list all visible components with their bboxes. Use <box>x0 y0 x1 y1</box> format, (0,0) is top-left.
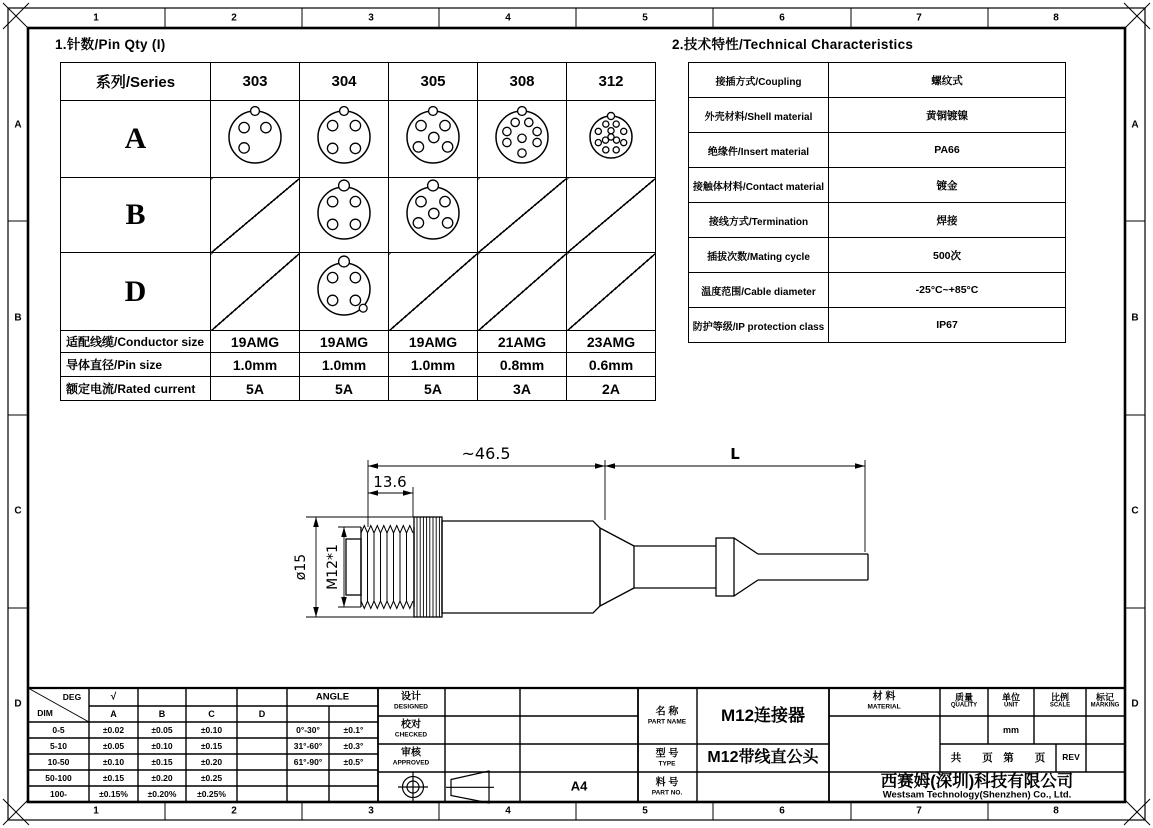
spec-value: 5A <box>300 377 389 401</box>
tolerance-value: 5-10 <box>49 741 68 751</box>
type-en: TYPE <box>658 760 676 768</box>
connector-face-cell <box>389 178 478 253</box>
tech-value: 焊接 <box>829 203 1066 238</box>
zone-letter: B <box>14 312 22 324</box>
tolerance-value: 100- <box>49 789 68 799</box>
tech-value: 螺纹式 <box>829 63 1066 98</box>
zone-letter: D <box>1131 698 1139 710</box>
part-no-label <box>652 778 683 797</box>
spec-value: 3A <box>478 377 567 401</box>
tolerance-value: ±0.5° <box>343 757 364 767</box>
spec-value: 19AMG <box>389 331 478 353</box>
deg-label: DEG <box>62 692 82 702</box>
spec-label: 适配线缆/Conductor size <box>61 331 211 353</box>
tolerance-value: ±0.25 <box>200 773 223 783</box>
section2-title: 2.技术特性/Technical Characteristics <box>672 37 914 52</box>
tech-value: 500次 <box>829 238 1066 273</box>
tolerance-value: 0-5 <box>52 725 65 735</box>
quality-en: QUALITY <box>950 702 978 709</box>
tolerance-col-header: D <box>258 709 266 719</box>
tolerance-value: ±0.20 <box>200 757 223 767</box>
scale-label <box>1050 692 1070 709</box>
spec-value: 0.8mm <box>478 353 567 377</box>
series-label: D <box>61 253 211 331</box>
tolerance-value: ±0.10 <box>200 725 223 735</box>
tolerance-col-header: B <box>158 709 166 719</box>
section1-title: 1.针数/Pin Qty (I) <box>55 37 166 52</box>
tech-row <box>689 168 1066 203</box>
pin-table-header-cell: 303 <box>211 63 300 101</box>
zone-letter: D <box>14 698 22 710</box>
tolerance-value: ±0.10 <box>102 757 125 767</box>
quality-label <box>951 692 977 709</box>
dim-overall-label: ~46.5 <box>461 444 511 463</box>
material-zh: 材 料 <box>872 691 896 703</box>
tolerance-value: ±0.15% <box>99 789 128 799</box>
part-no-en: PART NO. <box>651 789 683 797</box>
approved-en: APPROVED <box>392 759 430 767</box>
connector-face <box>399 179 467 247</box>
surface-check-mark: √ <box>110 691 117 703</box>
spec-row <box>61 353 656 377</box>
connector-face <box>488 103 556 171</box>
tolerance-value: ±0.20 <box>151 773 173 783</box>
checked-label <box>395 720 427 739</box>
spec-value: 23AMG <box>567 331 656 353</box>
designed-label <box>394 692 428 711</box>
not-available-cell <box>211 253 300 331</box>
type-value: M12带线直公头 <box>707 748 819 766</box>
not-available-cell <box>389 253 478 331</box>
company-name-zh: 西赛姆(深圳)科技有限公司 <box>880 772 1074 791</box>
marking-label <box>1091 692 1120 709</box>
unit-label <box>1002 692 1020 709</box>
approved-zh: 审核 <box>400 747 421 759</box>
dim-thread-label: M12*1 <box>325 544 341 590</box>
zone-number: 1 <box>93 12 99 24</box>
connector-face-cell <box>300 101 389 178</box>
tech-row <box>689 308 1066 343</box>
connector-face-cell <box>478 101 567 178</box>
connector-face-cell <box>567 101 656 178</box>
pin-table-header-cell: 304 <box>300 63 389 101</box>
series-row <box>61 101 656 178</box>
series-row <box>61 178 656 253</box>
connector-face-cell <box>389 101 478 178</box>
connector-face <box>221 103 289 171</box>
unit-zh: 单位 <box>1001 692 1021 703</box>
material-en: MATERIAL <box>867 703 901 711</box>
series-row <box>61 253 656 331</box>
zone-letter: A <box>14 119 22 131</box>
angle-header: ANGLE <box>315 691 350 703</box>
zone-number: 5 <box>642 805 648 817</box>
designed-zh: 设计 <box>400 691 421 703</box>
unit-en: UNIT <box>1003 702 1018 709</box>
scale-en: SCALE <box>1049 702 1071 709</box>
zone-number: 4 <box>505 12 511 24</box>
tech-value: 黄铜镀镍 <box>829 98 1066 133</box>
connector-face-cell <box>300 253 389 331</box>
quality-zh: 质量 <box>954 692 973 703</box>
pin-table-header-cell: 305 <box>389 63 478 101</box>
zone-number: 6 <box>779 12 785 24</box>
connector-side-view <box>293 444 868 617</box>
tolerance-value: 61°-90° <box>293 757 323 767</box>
tolerance-value: ±0.15 <box>151 757 173 767</box>
tolerance-value: ±0.02 <box>102 725 125 735</box>
series-label: A <box>61 101 211 178</box>
pin-table-header-row <box>61 63 656 101</box>
dim-diameter-label: ø15 <box>293 553 309 581</box>
pin-table-header-cell: 系列/Series <box>61 63 211 101</box>
tech-label: 接触体材料/Contact material <box>689 168 829 203</box>
tech-row <box>689 238 1066 273</box>
spec-value: 19AMG <box>211 331 300 353</box>
zone-number: 7 <box>916 805 922 817</box>
checked-zh: 校对 <box>401 719 421 731</box>
spec-row <box>61 377 656 401</box>
not-available-cell <box>478 178 567 253</box>
tolerance-value: ±0.15 <box>102 773 125 783</box>
tech-row <box>689 273 1066 308</box>
tolerance-col-header: C <box>208 709 215 719</box>
tolerance-value: ±0.15 <box>200 741 223 751</box>
connector-face-cell <box>300 178 389 253</box>
not-available-cell <box>211 178 300 253</box>
company-name-en: Westsam Technology(Shenzhen) Co., Ltd. <box>882 789 1072 801</box>
marking-zh: 标记 <box>1095 692 1115 703</box>
series-label: B <box>61 178 211 253</box>
checked-en: CHECKED <box>394 731 428 739</box>
type-label <box>656 749 679 768</box>
zone-number: 1 <box>93 805 99 817</box>
tolerance-value: ±0.1° <box>343 725 364 735</box>
tech-label: 外壳材料/Shell material <box>689 98 829 133</box>
dim-front-label: 13.6 <box>373 473 407 491</box>
zone-number: 3 <box>368 12 374 24</box>
pin-table-header-cell: 308 <box>478 63 567 101</box>
tech-row <box>689 63 1066 98</box>
part-name-en: PART NAME <box>647 718 687 726</box>
zone-number: 2 <box>231 12 237 24</box>
zone-letter: C <box>1131 505 1139 517</box>
tolerance-value: ±0.25% <box>197 789 226 799</box>
spec-label: 额定电流/Rated current <box>61 377 211 401</box>
tolerance-value: 50-100 <box>45 773 72 783</box>
scale-zh: 比例 <box>1050 692 1069 703</box>
tolerance-value: ±0.20% <box>147 789 177 799</box>
tolerance-value: ±0.05 <box>151 725 173 735</box>
connector-face <box>310 103 378 171</box>
tech-label: 绝缘件/Insert material <box>689 133 829 168</box>
connector-face <box>399 103 467 171</box>
zone-number: 8 <box>1053 12 1059 24</box>
part-name-zh: 名 称 <box>655 706 679 718</box>
tech-value: 镀金 <box>829 168 1066 203</box>
tech-label: 温度范围/Cable diameter <box>689 273 829 308</box>
spec-value: 19AMG <box>300 331 389 353</box>
tolerance-value: 31°-60° <box>293 741 323 751</box>
tolerance-value: 0°-30° <box>296 725 320 735</box>
tech-value: -25°C~+85°C <box>829 273 1066 308</box>
tech-row <box>689 133 1066 168</box>
technical-characteristics-table <box>688 62 1066 343</box>
rev-label: REV <box>1062 752 1080 763</box>
tech-label: 防护等级/IP protection class <box>689 308 829 343</box>
tolerance-value: ±0.05 <box>102 741 125 751</box>
spec-value: 5A <box>389 377 478 401</box>
tolerance-col-header: A <box>110 709 117 719</box>
part-name-label <box>648 707 686 726</box>
tolerance-value: ±0.3° <box>343 741 364 751</box>
zone-number: 7 <box>916 12 922 24</box>
zone-letter: C <box>14 505 22 517</box>
spec-value: 21AMG <box>478 331 567 353</box>
projection-symbol <box>398 771 494 803</box>
zone-number: 2 <box>231 805 237 817</box>
tolerance-value: 10-50 <box>47 757 70 767</box>
tech-label: 插拔次数/Mating cycle <box>689 238 829 273</box>
connector-face <box>310 255 378 323</box>
spec-value: 1.0mm <box>211 353 300 377</box>
zone-number: 6 <box>779 805 785 817</box>
spec-label: 导体直径/Pin size <box>61 353 211 377</box>
pages-label: 共 页 第 页 <box>950 751 1046 764</box>
spec-value: 5A <box>211 377 300 401</box>
type-zh: 型 号 <box>655 748 679 760</box>
not-available-cell <box>478 253 567 331</box>
dim-cable-label: L <box>730 445 740 463</box>
pin-table-header-cell: 312 <box>567 63 656 101</box>
tech-value: PA66 <box>829 133 1066 168</box>
spec-row <box>61 331 656 353</box>
zone-number: 4 <box>505 805 511 817</box>
connector-face-cell <box>211 101 300 178</box>
zone-number: 5 <box>642 12 648 24</box>
zone-letter: B <box>1131 312 1139 324</box>
zone-number: 3 <box>368 805 374 817</box>
dim-label: DIM <box>37 708 53 718</box>
part-no-zh: 料 号 <box>655 777 679 789</box>
tech-row <box>689 203 1066 238</box>
unit-value: mm <box>1002 724 1020 735</box>
tech-row <box>689 98 1066 133</box>
paper-size: A4 <box>570 778 588 794</box>
approved-label <box>393 748 429 767</box>
spec-value: 1.0mm <box>389 353 478 377</box>
tech-label: 接插方式/Coupling <box>689 63 829 98</box>
material-label <box>867 692 900 711</box>
part-name-value: M12连接器 <box>720 706 806 726</box>
pin-qty-table <box>60 62 656 401</box>
zone-number: 8 <box>1053 805 1059 817</box>
designed-en: DESIGNED <box>394 703 428 711</box>
connector-face <box>577 103 645 171</box>
tech-label: 接线方式/Termination <box>689 203 829 238</box>
spec-value: 1.0mm <box>300 353 389 377</box>
not-available-cell <box>567 178 656 253</box>
tech-value: IP67 <box>829 308 1066 343</box>
marking-en: MARKING <box>1090 702 1120 709</box>
tolerance-value: ±0.10 <box>151 741 173 751</box>
zone-letter: A <box>1131 119 1139 131</box>
spec-value: 0.6mm <box>567 353 656 377</box>
not-available-cell <box>567 253 656 331</box>
connector-face <box>310 179 378 247</box>
spec-value: 2A <box>567 377 656 401</box>
